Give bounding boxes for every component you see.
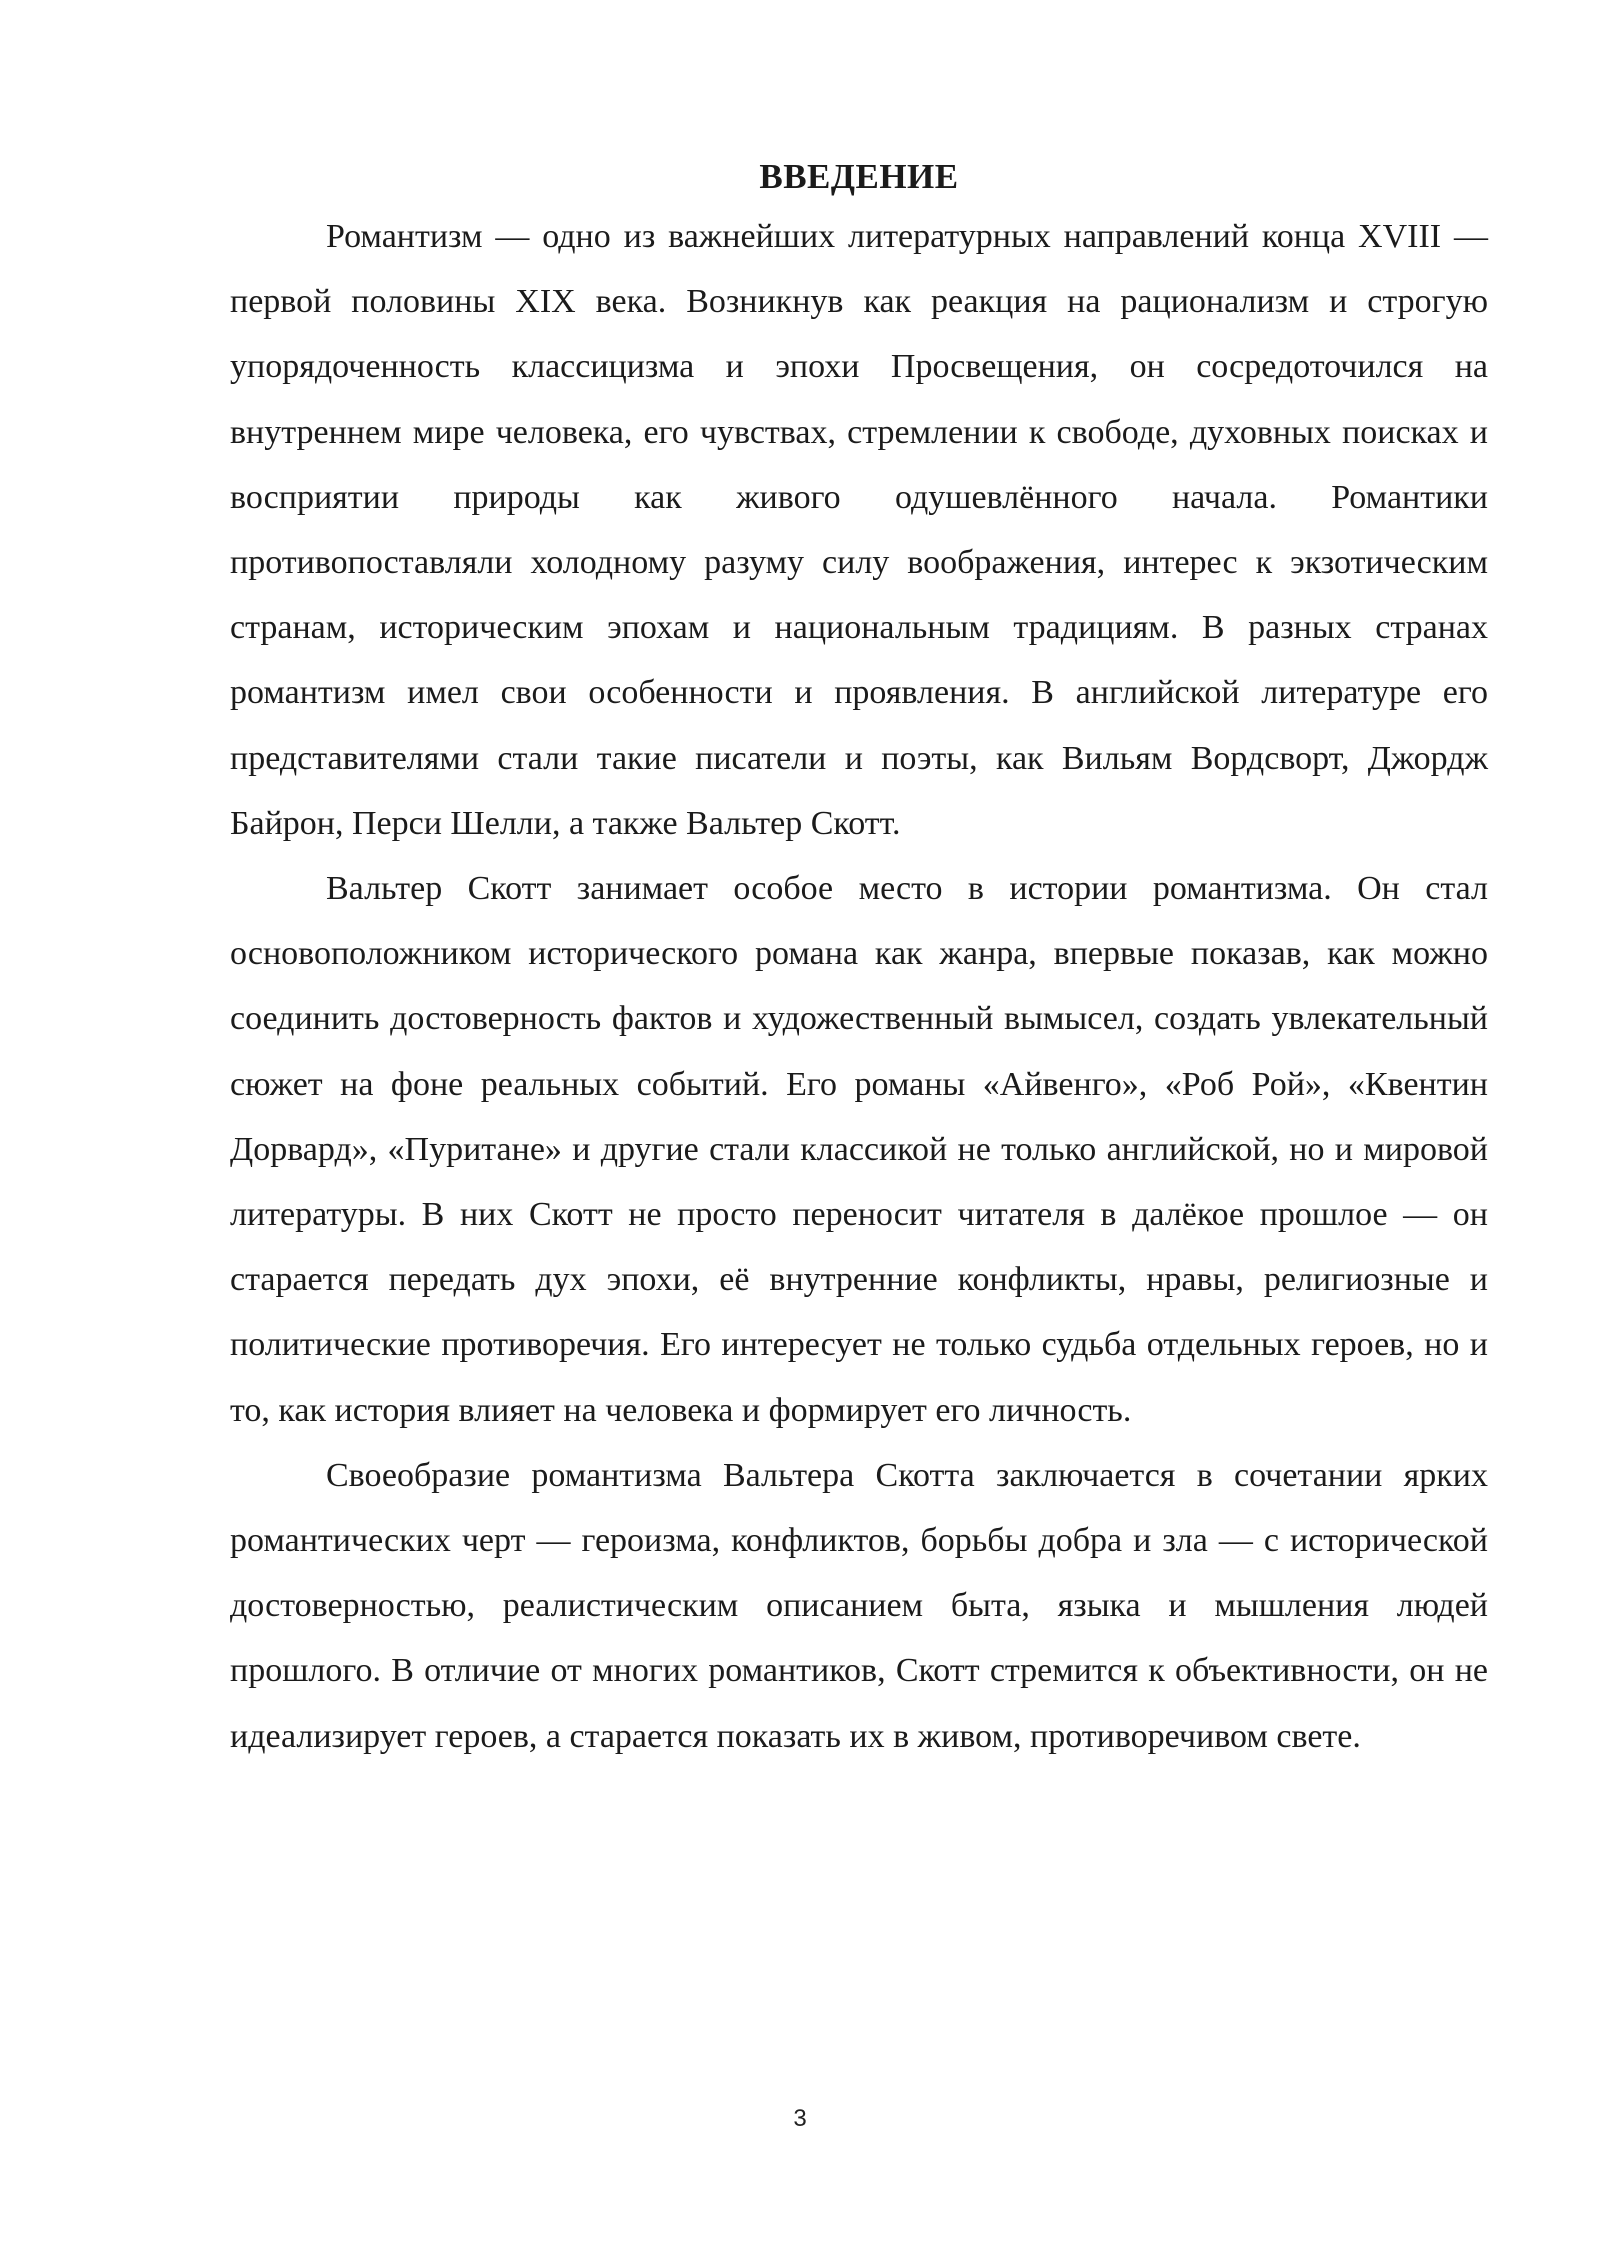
paragraph-walter-scott-role: Вальтер Скотт занимает особое место в истории романтизма. Он стал основоположником исторического романа как жанра, впервые показав, как можно соединить достоверность фактов и художественный вымысел, создать увлекательный сюжет на фоне реальных событий. Его романы «Айвенго», «Роб Рой», «Квентин Дорвард», «Пуритане» и другие стали классикой не только английской, но и мировой литературы. В них Скотт не просто переносит читателя в далёкое прошлое — он старается передать дух эпохи, её внутренние конфликты, нравы, религиозные и политические противоречия. Его интересует не только судьба отдельных героев, но и то, как история влияет на человека и формирует его личность. bbox=[230, 870, 1488, 1429]
section-heading: ВВЕДЕНИЕ bbox=[759, 157, 959, 196]
page-body bbox=[230, 150, 1488, 1769]
paragraph-scott-originality: Своеобразие романтизма Вальтера Скотта заключается в сочетании ярких романтических черт — героизма, конфликтов, борьбы добра и зла — с исторической достоверностью, реалистическим описанием быта, языка и мышления людей прошлого. В отличие от многих романтиков, Скотт стремится к объективности, он не идеализирует героев, а старается показать их в живом, противоречивом свете. bbox=[230, 1456, 1488, 1755]
page-number: 3 bbox=[793, 2105, 807, 2132]
paragraph-romanticism-overview: Романтизм — одно из важнейших литературных направлений конца XVIII — первой половины XIX века. Возникнув как реакция на рационализм и строгую упорядоченность классицизма и эпохи Просвещения, он сосредоточился на внутреннем мире человека, его чувствах, стремлении к свободе, духовных поисках и восприятии природы как живого одушевлённого начала. Романтики противопоставляли холодному разуму силу воображения, интерес к экзотическим странам, историческим эпохам и национальным традициям. В разных странах романтизм имел свои особенности и проявления. В английской литературе его представителями стали такие писатели и поэты, как Вильям Вордсворт, Джордж Байрон, Перси Шелли, а также Вальтер Скотт. bbox=[230, 218, 1488, 842]
